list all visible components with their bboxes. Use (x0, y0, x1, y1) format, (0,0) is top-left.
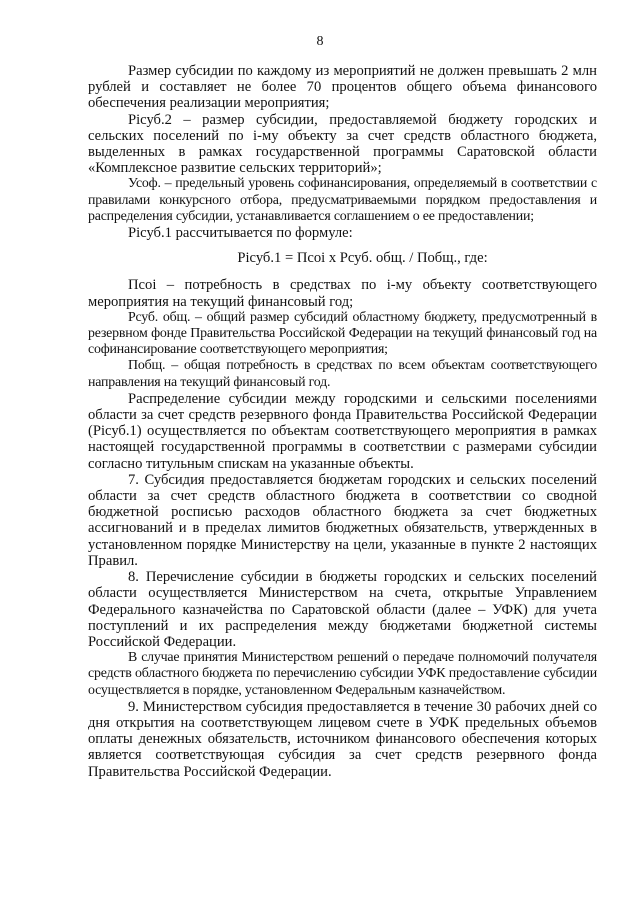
paragraph-definition-pisub2: Рiсуб.2 – размер субсидии, предоставляемой бюджету городских и сельских поселений по i-му объекту за счет средств областного бюджета, выделенных в рамках государственной программы Саратовской области «Комплексное развитие сельских территорий»; (88, 111, 597, 177)
paragraph-item-7: 7. Субсидия предоставляется бюджетам городских и сельских поселений области за счет средств областного бюджета в соответствии со сводной бюджетной росписью расходов областного бюджета за счет бюджетных ассигнований и в пределах лимитов бюджетных обязательств, утвержденных в установленном порядке Министерству на цели, указанные в пункте 2 настоящих Правил. (88, 471, 597, 569)
document-body (88, 63, 597, 780)
page-number: 8 (316, 34, 324, 49)
paragraph-item-8: 8. Перечисление субсидии в бюджеты городских и сельских поселений области осуществляется Министерством на счета, открытые Управлением Федерального казначейства по Саратовской области (далее – УФК) для учета поступлений и их распределения между бюджетами бюджетной системы Российской Федерации. (88, 569, 597, 650)
paragraph-definition-pcoi: Пcoi – потребность в средствах по i-му объекту соответствующего мероприятия на текущий финансовый год; (88, 277, 597, 310)
paragraph-subsidy-limit: Размер субсидии по каждому из мероприятий не должен превышать 2 млн рублей и составляет не более 70 процентов общего объема финансового обеспечения реализации мероприятия; (88, 63, 597, 112)
paragraph-formula-intro: Рiсуб.1 рассчитывается по формуле: (128, 225, 353, 242)
paragraph-definition-usof: Усоф. – предельный уровень софинансирования, определяемый в соответствии с правилами конкурсного отбора, предусматриваемыми порядком предоставления и распределения субсидии, устанавливается соглашением о ее предоставлении; (88, 176, 597, 224)
paragraph-definition-rsub-total: Рсуб. общ. – общий размер субсидий областному бюджету, предусмотренный в резервном фонде Правительства Российской Федерации на текущий финансовый год на софинансирование соответствующего мероприятия; (88, 309, 597, 358)
paragraph-ufk-powers: В случае принятия Министерством решений о передаче полномочий получателя средств областного бюджета по перечислению субсидии УФК предоставление субсидии осуществляется в порядке, установленном Федеральным казначейством. (88, 650, 597, 698)
paragraph-definition-pobsch: Побщ. – общая потребность в средствах по всем объектам соответствующего направления на текущий финансовый год. (88, 358, 597, 390)
paragraph-distribution: Распределение субсидии между городскими и сельскими поселениями области за счет средств резервного фонда Правительства Российской Федерации (Рiсуб.1) осуществляется по объектам соответствующего мероприятия в рамках настоящей государственной программы в соответствии с размерами субсидии согласно титульным спискам на указанные объекты. (88, 390, 597, 472)
paragraph-item-9: 9. Министерством субсидия предоставляется в течение 30 рабочих дней со дня открытия на соответствующем лицевом счете в УФК предельных объемов оплаты денежных обязательств, источником финансового обеспечения которых является соответствующая субсидия за счет средств резервного фонда Правительства Российской Федерации. (88, 698, 597, 780)
formula: Рiсуб.1 = Пcoi x Рсуб. общ. / Побщ., где: (237, 250, 488, 267)
